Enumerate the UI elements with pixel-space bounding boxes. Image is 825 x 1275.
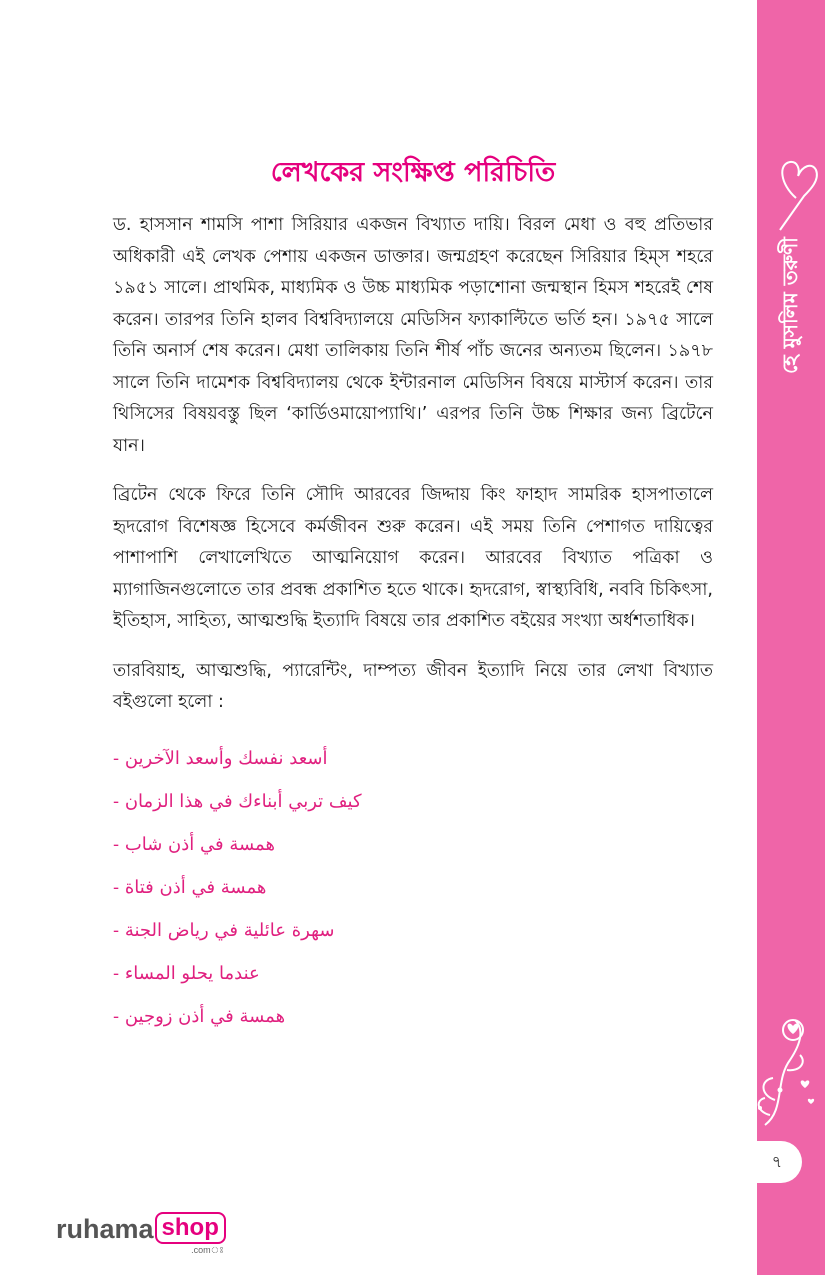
- floral-ornament-icon: [745, 1000, 825, 1135]
- book-list: [113, 737, 713, 1038]
- paragraph-1: ড. হাসসান শামসি পাশা সিরিয়ার একজন বিখ্যাত দায়ি। বিরল মেধা ও বহু প্রতিভার অধিকারী এই লেখক পেশায় একজন ডাক্তার। জন্মগ্রহণ করেছেন সিরিয়ার হিম্স শহরে ১৯৫১ সালে। প্রাথমিক, মাধ্যমিক ও উচ্চ মাধ্যমিক পড়াশোনা জন্মস্থান হিমস শহরেই শেষ করেন। তারপর তিনি হালব বিশ্ববিদ্যালয়ে মেডিসিন ফ্যাকাল্টিতে ভর্তি হন। ১৯৭৫ সালে তিনি অনার্স শেষ করেন। মেধা তালিকায় তিনি শীর্ষ পাঁচ জনের অন্যতম ছিলেন। ১৯৭৮ সালে তিনি দামেশক বিশ্ববিদ্যালয় থেকে ইন্টারনাল মেডিসিন বিষয়ে মাস্টার্স করেন। তার থিসিসের বিষয়বস্তু ছিল ‘কার্ডিওমায়োপ্যাথি।’ এরপর তিনি উচ্চ শিক্ষার জন্য ব্রিটেনে যান।: [113, 215, 713, 456]
- side-title: [772, 175, 812, 435]
- page-title: লেখকের সংক্ষিপ্ত পরিচিতি: [270, 157, 556, 188]
- side-title-text: হে মুসলিম তরুণী: [777, 236, 802, 374]
- book-title-3: - همسة في أذن شاب: [113, 833, 275, 855]
- book-title-4: - همسة في أذن فتاة: [113, 876, 267, 898]
- paragraph-3: তারবিয়াহ, আত্মশুদ্ধি, প্যারেন্টিং, দাম্পত্য জীবন ইত্যাদি নিয়ে তার লেখা বিখ্যাত বইগুলো হলো :: [113, 660, 713, 712]
- book-title-5: - سهرة عائلية في رياض الجنة: [113, 919, 335, 941]
- book-title-2: - كيف تربي أبناءك في هذا الزمان: [113, 790, 362, 812]
- logo-com-text: .comঃ: [191, 1245, 224, 1255]
- book-title-7: - همسة في أذن زوجين: [113, 1005, 286, 1027]
- logo-shop-badge: [155, 1212, 226, 1255]
- ruhama-shop-logo: [56, 1212, 226, 1262]
- body-text: [113, 210, 713, 1038]
- page-number-tab: [752, 1141, 802, 1183]
- logo-ruhama-text: ruhama: [56, 1214, 154, 1244]
- paragraph-2: ব্রিটেন থেকে ফিরে তিনি সৌদি আরবের জিদ্দায় কিং ফাহাদ সামরিক হাসপাতালে হৃদরোগ বিশেষজ্ঞ হিসেবে কর্মজীবন শুরু করেন। এই সময় তিনি পেশাগত দায়িত্বের পাশাপাশি লেখালেখিতে আত্মনিয়োগ করেন। আরবের বিখ্যাত পত্রিকা ও ম্যাগাজিনগুলোতে তার প্রবন্ধ প্রকাশিত হতে থাকে। হৃদরোগ, স্বাস্থ্যবিধি, নববি চিকিৎসা, ইতিহাস, সাহিত্য, আত্মশুদ্ধি ইত্যাদি বিষয়ে তার প্রকাশিত বইয়ের সংখ্যা অর্ধশতাধিক।: [113, 485, 713, 631]
- page-number: ৭: [771, 1151, 783, 1171]
- logo-shop-text: shop: [155, 1212, 226, 1244]
- book-title-1: - أسعد نفسك وأسعد الآخرين: [113, 747, 328, 769]
- book-title-6: - عندما يحلو المساء: [113, 962, 260, 984]
